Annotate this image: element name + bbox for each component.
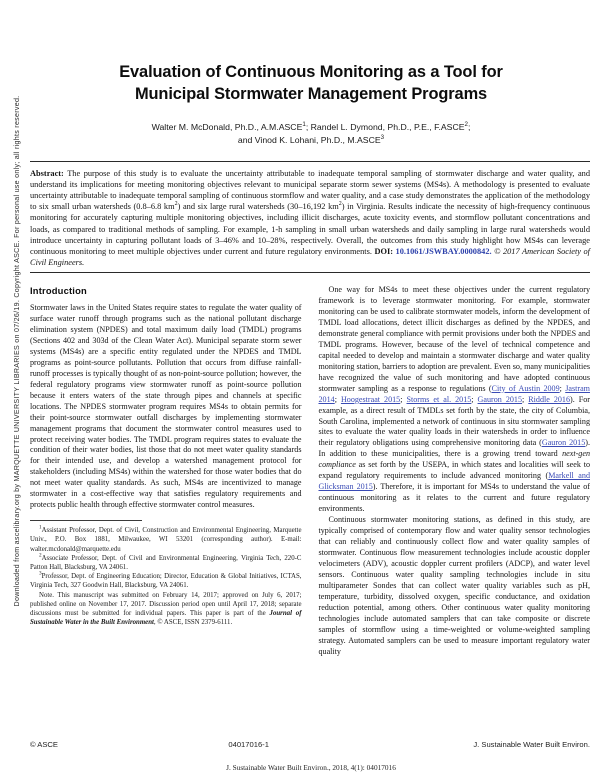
footnote-2	[30, 554, 302, 572]
doi-link[interactable]: 10.1061/JSWBAY.0000842.	[395, 246, 492, 256]
author-3-affiliation-marker: 3	[380, 134, 385, 142]
citation-gauron-2015-second[interactable]: Gauron 2015	[541, 438, 586, 448]
cite-sep-5: ;	[522, 394, 529, 404]
cite-sep-2: ;	[334, 394, 341, 404]
doi-label: DOI:	[374, 246, 394, 256]
abstract-text-part-1: The purpose of this study is to evaluate the uncertainty attributable to inadequate temporal sampling of stormwater discharge and water quality, and understand its implications for meeting monitoring objectives relevant to municipal separate storm sewer systems (MS4s). A methodology is presented to evaluate uncertainty attributable to inadequate temporal sampling of continuous stormflow and water quality, and a case study demonstrates the application of the methodology to six small urban watersheds (0.8–6.8 km	[30, 168, 590, 212]
body-columns	[22, 273, 600, 728]
right-p1-text-e: ). Therefore, it is important for MS4s to understand the value of continuous monitoring as it relates to the current and future regulatory environments.	[318, 482, 590, 514]
abstract-label: Abstract:	[30, 168, 64, 178]
footnote-1-marker: 1	[39, 524, 42, 531]
download-watermark-text: Downloaded from ascelibrary.org by MARQUETTE UNIVERSITY LIBRARIES on 07/26/19. Copyright ASCE. For personal use only; all rights reserved.	[13, 95, 21, 607]
footnote-3-marker: 3	[39, 570, 42, 577]
title-line-1: Evaluation of Continuous Monitoring as a Tool for	[119, 63, 503, 81]
page-footer	[30, 740, 590, 749]
section-heading-introduction: Introduction	[30, 285, 87, 297]
author-1-affiliation-marker: 1	[302, 121, 306, 129]
term-next-gen-compliance: next-gen compliance	[318, 449, 590, 470]
right-p1-text-d: as set forth by the USEPA, in which states and localities will seek to expand regulatory requirements to include advanced monitoring (	[318, 460, 590, 481]
cite-sep-4: ;	[471, 394, 478, 404]
right-p1-text-c: ). In addition to these municipalities, there is a growing trend toward	[318, 438, 590, 459]
manuscript-note-text-a: Note. This manuscript was submitted on February 14, 2017; approved on July 6, 2017; published online on November 17, 2017. Discussion period open until April 17, 2018; separate discussions must be submitted for individual papers. This paper is part of the	[30, 591, 302, 617]
right-paragraph-1	[319, 285, 591, 515]
cite-sep-3: ;	[400, 394, 407, 404]
right-paragraph-2: Continuous stormwater monitoring stations, as defined in this study, are typically comprised of contemporary flow and water quality sensor technologies that can reliably and continuously collect flow and water quality samples of stormwater. Continuous flow measurement technologies include acoustic doppler velocimeters (ADV), acoustic doppler current profilers (ADCP), and water level sensors. Continuous water quality sampling technologies include in situ multiparameter Sondes that can collect water quality variables such as pH, temperature, turbidity, dissolved oxygen, specific conductance, and oxidation reduction potential, among others. Other continuous water quality monitoring technologies include automated samplers that can take composite or discrete samples of stormflow using a time-weighted or volume-weighted sampling strategy. Automated samplers can be used to measure important regulatory water quality	[318, 515, 590, 656]
footnote-1	[30, 526, 302, 554]
citation-jastram-2014[interactable]: Jastram 2014	[318, 383, 590, 404]
cite-sep-1: ;	[559, 383, 566, 393]
author-separator-2: ;	[467, 121, 471, 132]
right-column	[319, 285, 591, 728]
title-line-2: Municipal Stormwater Management Programs	[134, 84, 488, 103]
author-1: Walter M. McDonald, Ph.D., A.M.ASCE	[151, 121, 303, 132]
author-separator-1: ; Randel L. Dymond, Ph.D., P.E., F.ASCE	[305, 121, 465, 132]
footer-publisher: © ASCE	[30, 740, 58, 749]
footer-article-number: 04017016-1	[228, 740, 269, 749]
footnote-manuscript-note	[30, 591, 302, 628]
page-title	[22, 0, 600, 106]
right-p1-text-a: One way for MS4s to meet these objectives under the current regulatory framework is to leverage stormwater monitoring. For example, stormwater monitoring can be used to calibrate stormwater models, inform the development of TMDL load allocations, detect illicit discharges as defined by the NPDES, and demonstrate general compliance with permit provisions under both the NPDES and TMDL programs. However, because of the level of technical competence and capital needed to develop and maintain a stormwater discharge and water quality monitoring station, barriers to adoption are prevalent. Even so, many municipalities have recognized the value of such monitoring and have adopted continuous stormwater sampling as a response to regulations (	[318, 285, 590, 393]
paper-page	[22, 0, 600, 776]
footnote-2-text: Associate Professor, Dept. of Civil and Environmental Engineering, Virginia Tech, 220-C Patton Hall, Blacksburg, VA 24061.	[30, 554, 302, 571]
author-2-affiliation-marker: 2	[464, 121, 468, 129]
abstract-block	[22, 162, 600, 268]
citation-city-of-austin-2009[interactable]: City of Austin 2009	[491, 383, 560, 393]
citation-storms-et-al-2015[interactable]: Storms et al. 2015	[406, 394, 472, 404]
download-watermark-rail	[0, 0, 22, 776]
abstract-superscript-b: 2	[338, 201, 342, 208]
abstract-superscript-a: 2	[174, 201, 178, 208]
author-list	[22, 106, 600, 148]
footnote-3-text: Professor, Dept. of Engineering Education; Director, Education & Global Initiatives, ICTAS, Virginia Tech, 327 Goodwin Hall, Blacksburg, VA 24061.	[30, 573, 302, 590]
citation-markell-and-glicksman-2015[interactable]: Markell and Glicksman 2015	[318, 471, 590, 492]
abstract-text-part-3: ) in Virginia. Results indicate the necessity of high-frequency continuous monitoring for accurately capturing multiple monitoring objectives, including illicit discharges, acute toxicity events, and stormflow pollutant concentrations and loads, as compared to traditional methods of sampling. For example, 1-h sampling in small urban watersheds and daily sampling in large rural watersheds would introduce uncertainty in capturing pollutant loads of 3–46% and 10–28%, respectively. Overall, the outcomes from this study highlight how MS4s can leverage continuous monitoring to meet multiple objectives under current and future regulatory environments.	[30, 202, 590, 256]
footnote-2-marker: 2	[39, 552, 42, 559]
author-3: and Vinod K. Lohani, Ph.D., M.ASCE	[237, 135, 381, 146]
footnote-1-text: Assistant Professor, Dept. of Civil, Construction and Environmental Engineering, Marquette Univ., P.O. Box 1881, Milwaukee, WI 53201 (corresponding author). E-mail: walter.mcdonald@marquette.edu	[30, 527, 302, 553]
right-p1-text-b: ). For example, as a direct result of TMDLs set forth by the state, the city of Columbia, South Carolina, implemented a network of continuous in situ stormwater sampling sites to evaluate the water quality loads in their watersheds in order to influence their regulatory obligations using comprehensive monitoring data (	[318, 394, 590, 448]
abstract-text-part-2: ) and six large rural watersheds (30–16,192 km	[177, 202, 339, 212]
footnote-divider	[30, 520, 142, 521]
journal-citation-line: J. Sustainable Water Built Environ., 2018, 4(1): 04017016	[226, 763, 396, 772]
citation-riddle-2016[interactable]: Riddle 2016	[528, 394, 571, 404]
citation-gauron-2015[interactable]: Gauron 2015	[477, 394, 523, 404]
manuscript-note-text-b: , © ASCE, ISSN 2379-6111.	[153, 619, 233, 627]
abstract-copyright: © 2017 American Society of Civil Engineers.	[30, 246, 591, 267]
footer-journal-name: J. Sustainable Water Built Environ.	[473, 740, 590, 749]
manuscript-note-journal: Journal of Sustainable Water in the Built Environment	[30, 610, 302, 627]
left-column	[30, 285, 302, 728]
footnote-3	[30, 572, 302, 590]
citation-hoogestraat-2015[interactable]: Hoogestraat 2015	[340, 394, 401, 404]
intro-paragraph-1: Stormwater laws in the United States require states to regulate the water quality of surface water runoff through programs such as the national pollutant discharge elimination system (NPDES) and total maximum daily load (TMDL) programs (Sections 402 and 303d of the Clean Water Act). Municipal separate storm sewer systems (MS4s) are a specific entity regulated under the NPDES and TMDL programs as point-source pollutants. Pollution that occurs from diffuse rainfall-runoff processes is typically thought of as non-point-source pollution; however, the federal regulatory programs view stormwater runoff as point-source pollution because it enters waters of the state through pipes and channels at specific locations. The NPDES stormwater program requires MS4s to obtain permits for their point-source stormwater outfall discharges by implementing stormwater management programs that document the stormwater control measures used to protect receiving water bodies. The TMDL program requires states to evaluate the condition of their water bodies, list those that do not meet water quality standards for their intended use, and develop a watershed management protocol for stakeholders (including MS4s) within the watershed for those water bodies that do not meet water quality standards. As such, MS4s are incentivized to manage stormwater in a cost-effective way that satisfies regulatory requirements and protects public health through effective stormwater control measures.	[30, 303, 302, 510]
